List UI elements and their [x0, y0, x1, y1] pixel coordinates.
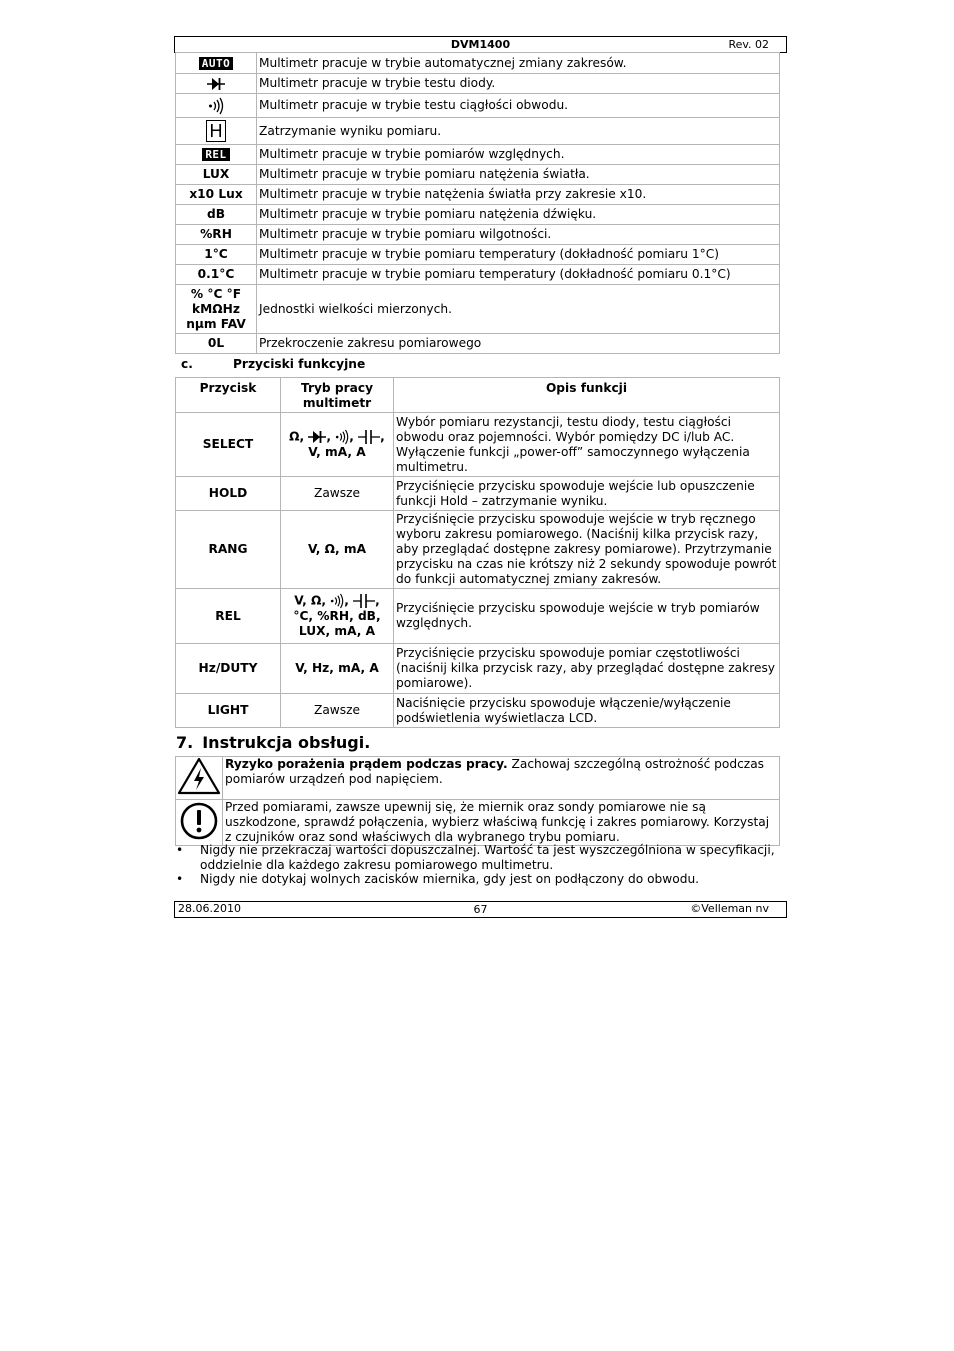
- model-name: DVM1400: [450, 38, 511, 51]
- table-row: [176, 145, 780, 165]
- capacitor-icon: [358, 429, 380, 445]
- button-name: LIGHT: [176, 694, 281, 728]
- auto-chip: AUTO: [199, 57, 234, 70]
- symbol-cell: [176, 94, 257, 118]
- table-row: [176, 53, 780, 74]
- footer-date: 28.06.2010: [178, 902, 241, 915]
- warning-table: [175, 756, 780, 846]
- table-row: [176, 118, 780, 145]
- table-row: [176, 185, 780, 205]
- table-row: [176, 800, 780, 846]
- subsection-heading: [181, 357, 366, 371]
- table-row: [176, 285, 780, 334]
- table-row: [176, 334, 780, 354]
- symbol-cell: [176, 74, 257, 94]
- hold-box: H: [206, 120, 226, 142]
- section-title: Instrukcja obsługi.: [202, 733, 371, 752]
- capacitor-icon: [353, 593, 375, 609]
- table-row: [176, 265, 780, 285]
- function-desc: Przyciśnięcie przycisku spowoduje wejście w tryb ręcznego wyboru zakresu pomiarowego. (Naciśnij kilka przycisk razy, aby przeglądać dostępne zakresy pomiarowe). Przytrzymanie przycisku na czas nie krótszy niż 2 sekundy spowoduje powrót do funkcji automatycznej zmiany zakresów.: [394, 511, 780, 589]
- warning-text: [223, 757, 780, 800]
- table-row: [176, 205, 780, 225]
- symbol-desc: Multimetr pracuje w trybie pomiaru temperatury (dokładność pomiaru 0.1°C): [257, 265, 780, 285]
- rel-chip: REL: [202, 148, 229, 161]
- continuity-icon: [335, 429, 349, 445]
- column-header: Opis funkcji: [394, 378, 780, 413]
- mode-suffix: V, mA, A: [308, 445, 366, 459]
- symbol-cell: [176, 53, 257, 74]
- button-name: HOLD: [176, 477, 281, 511]
- warning-bold: Ryzyko porażenia prądem podczas pracy.: [225, 757, 508, 771]
- section-number: 7.: [176, 733, 194, 752]
- bullet-dot: •: [176, 872, 184, 886]
- table-row: [176, 589, 780, 644]
- mode-cell: Zawsze: [281, 477, 394, 511]
- symbol-desc: Jednostki wielkości mierzonych.: [257, 285, 780, 334]
- unit-line: nμm FAV: [186, 316, 246, 331]
- bullet-text: Nigdy nie przekraczaj wartości dopuszczalnej. Wartość ta jest wyszczególniona w specyfikacji, oddzielnie dla każdego zakresu pomiarowego multimetru.: [200, 843, 775, 872]
- mode-cell: Zawsze: [281, 694, 394, 728]
- symbol-desc: Multimetr pracuje w trybie pomiaru wilgotności.: [257, 225, 780, 245]
- symbol-cell: [176, 118, 257, 145]
- symbol-cell: 1°C: [176, 245, 257, 265]
- symbol-cell: [176, 285, 257, 334]
- continuity-icon: [208, 97, 224, 115]
- continuity-icon: [330, 593, 344, 609]
- column-header: Tryb pracy multimetr: [281, 378, 394, 413]
- symbol-desc: Multimetr pracuje w trybie pomiarów względnych.: [257, 145, 780, 165]
- page-number: 67: [473, 903, 488, 916]
- mode-cell: V, Ω, mA: [281, 511, 394, 589]
- mode-prefix: Ω,: [289, 429, 305, 444]
- table-row: [176, 511, 780, 589]
- table-row: [176, 644, 780, 694]
- symbol-desc: Multimetr pracuje w trybie automatycznej zmiany zakresów.: [257, 53, 780, 74]
- diode-icon: [207, 77, 225, 91]
- bullet-text: Nigdy nie dotykaj wolnych zacisków miernika, gdy jest on podłączony do obwodu.: [200, 872, 700, 886]
- symbol-cell: LUX: [176, 165, 257, 185]
- symbol-desc: Multimetr pracuje w trybie testu ciągłości obwodu.: [257, 94, 780, 118]
- button-name: Hz/DUTY: [176, 644, 281, 694]
- mode-line: Ω, , , ,: [289, 429, 385, 444]
- warning-icon-cell: [176, 800, 223, 846]
- table-row: [176, 694, 780, 728]
- page-header: [174, 36, 787, 53]
- bullet-item: [176, 843, 776, 872]
- symbol-desc: Przekroczenie zakresu pomiarowego: [257, 334, 780, 354]
- table-row: [176, 413, 780, 477]
- table-row: [176, 757, 780, 800]
- button-name: SELECT: [176, 413, 281, 477]
- warning-body: Zachowaj szczególną ostrożność podczas pomiarów urządzeń pod napięciem.: [225, 757, 765, 786]
- symbol-cell: [176, 145, 257, 165]
- function-desc: Wybór pomiaru rezystancji, testu diody, testu ciągłości obwodu oraz pojemności. Wybór pomiędzy DC i/lub AC. Wyłączenie funkcji „power-off” samoczynnego wyłączenia multimetru.: [394, 413, 780, 477]
- unit-line: kMΩHz: [192, 301, 240, 316]
- function-desc: Przyciśnięcie przycisku spowoduje pomiar częstotliwości (naciśnij kilka przycisk razy, aby przeglądać dostępne zakresy pomiarowe).: [394, 644, 780, 694]
- subsection-title: Przyciski funkcyjne: [233, 357, 366, 371]
- button-table: [175, 377, 780, 728]
- function-desc: Przyciśnięcie przycisku spowoduje wejście w tryb pomiarów względnych.: [394, 589, 780, 644]
- electric-hazard-icon: [177, 757, 221, 795]
- table-header-row: [176, 378, 780, 413]
- section-heading: [176, 733, 370, 752]
- warning-icon-cell: [176, 757, 223, 800]
- table-row: [176, 74, 780, 94]
- symbol-cell: %RH: [176, 225, 257, 245]
- symbol-cell: 0.1°C: [176, 265, 257, 285]
- table-row: [176, 225, 780, 245]
- mode-cell: [281, 589, 394, 644]
- symbol-desc: Multimetr pracuje w trybie pomiaru natężenia dźwięku.: [257, 205, 780, 225]
- function-desc: Przyciśnięcie przycisku spowoduje wejście lub opuszczenie funkcji Hold – zatrzymanie wyniku.: [394, 477, 780, 511]
- column-header: Przycisk: [176, 378, 281, 413]
- caution-icon: [179, 801, 219, 841]
- bullet-dot: •: [176, 843, 184, 857]
- symbol-desc: Zatrzymanie wyniku pomiaru.: [257, 118, 780, 145]
- mode-cell: [281, 413, 394, 477]
- mode-suffix: °C, %RH, dB, LUX, mA, A: [293, 609, 381, 638]
- unit-line: % °C °F: [190, 286, 242, 301]
- function-desc: Naciśnięcie przycisku spowoduje włączenie/wyłączenie podświetlenia wyświetlacza LCD.: [394, 694, 780, 728]
- symbol-cell: 0L: [176, 334, 257, 354]
- table-row: [176, 477, 780, 511]
- table-row: [176, 165, 780, 185]
- subsection-letter: c.: [181, 357, 193, 371]
- symbol-table: [175, 52, 780, 354]
- mode-line: V, Ω, , ,: [294, 593, 380, 608]
- diode-icon: [308, 430, 326, 444]
- symbol-desc: Multimetr pracuje w trybie natężenia światła przy zakresie x10.: [257, 185, 780, 205]
- button-name: REL: [176, 589, 281, 644]
- table-row: [176, 94, 780, 118]
- mode-prefix: V, Ω,: [294, 593, 326, 608]
- symbol-desc: Multimetr pracuje w trybie pomiaru natężenia światła.: [257, 165, 780, 185]
- symbol-cell: x10 Lux: [176, 185, 257, 205]
- bullet-item: [176, 872, 776, 887]
- symbol-desc: Multimetr pracuje w trybie pomiaru temperatury (dokładność pomiaru 1°C): [257, 245, 780, 265]
- warning-text: Przed pomiarami, zawsze upewnij się, że miernik oraz sondy pomiarowe nie są uszkodzone, sprawdź połączenia, wybierz właściwą funkcję i zakres pomiarowy. Korzystaj z czujników oraz sond właściwych dla wybranego trybu pomiaru.: [223, 800, 780, 846]
- page-footer: [174, 901, 787, 918]
- mode-cell: V, Hz, mA, A: [281, 644, 394, 694]
- button-name: RANG: [176, 511, 281, 589]
- symbol-desc: Multimetr pracuje w trybie testu diody.: [257, 74, 780, 94]
- copyright: ©Velleman nv: [690, 902, 769, 915]
- revision: Rev. 02: [728, 38, 769, 51]
- table-row: [176, 245, 780, 265]
- symbol-cell: dB: [176, 205, 257, 225]
